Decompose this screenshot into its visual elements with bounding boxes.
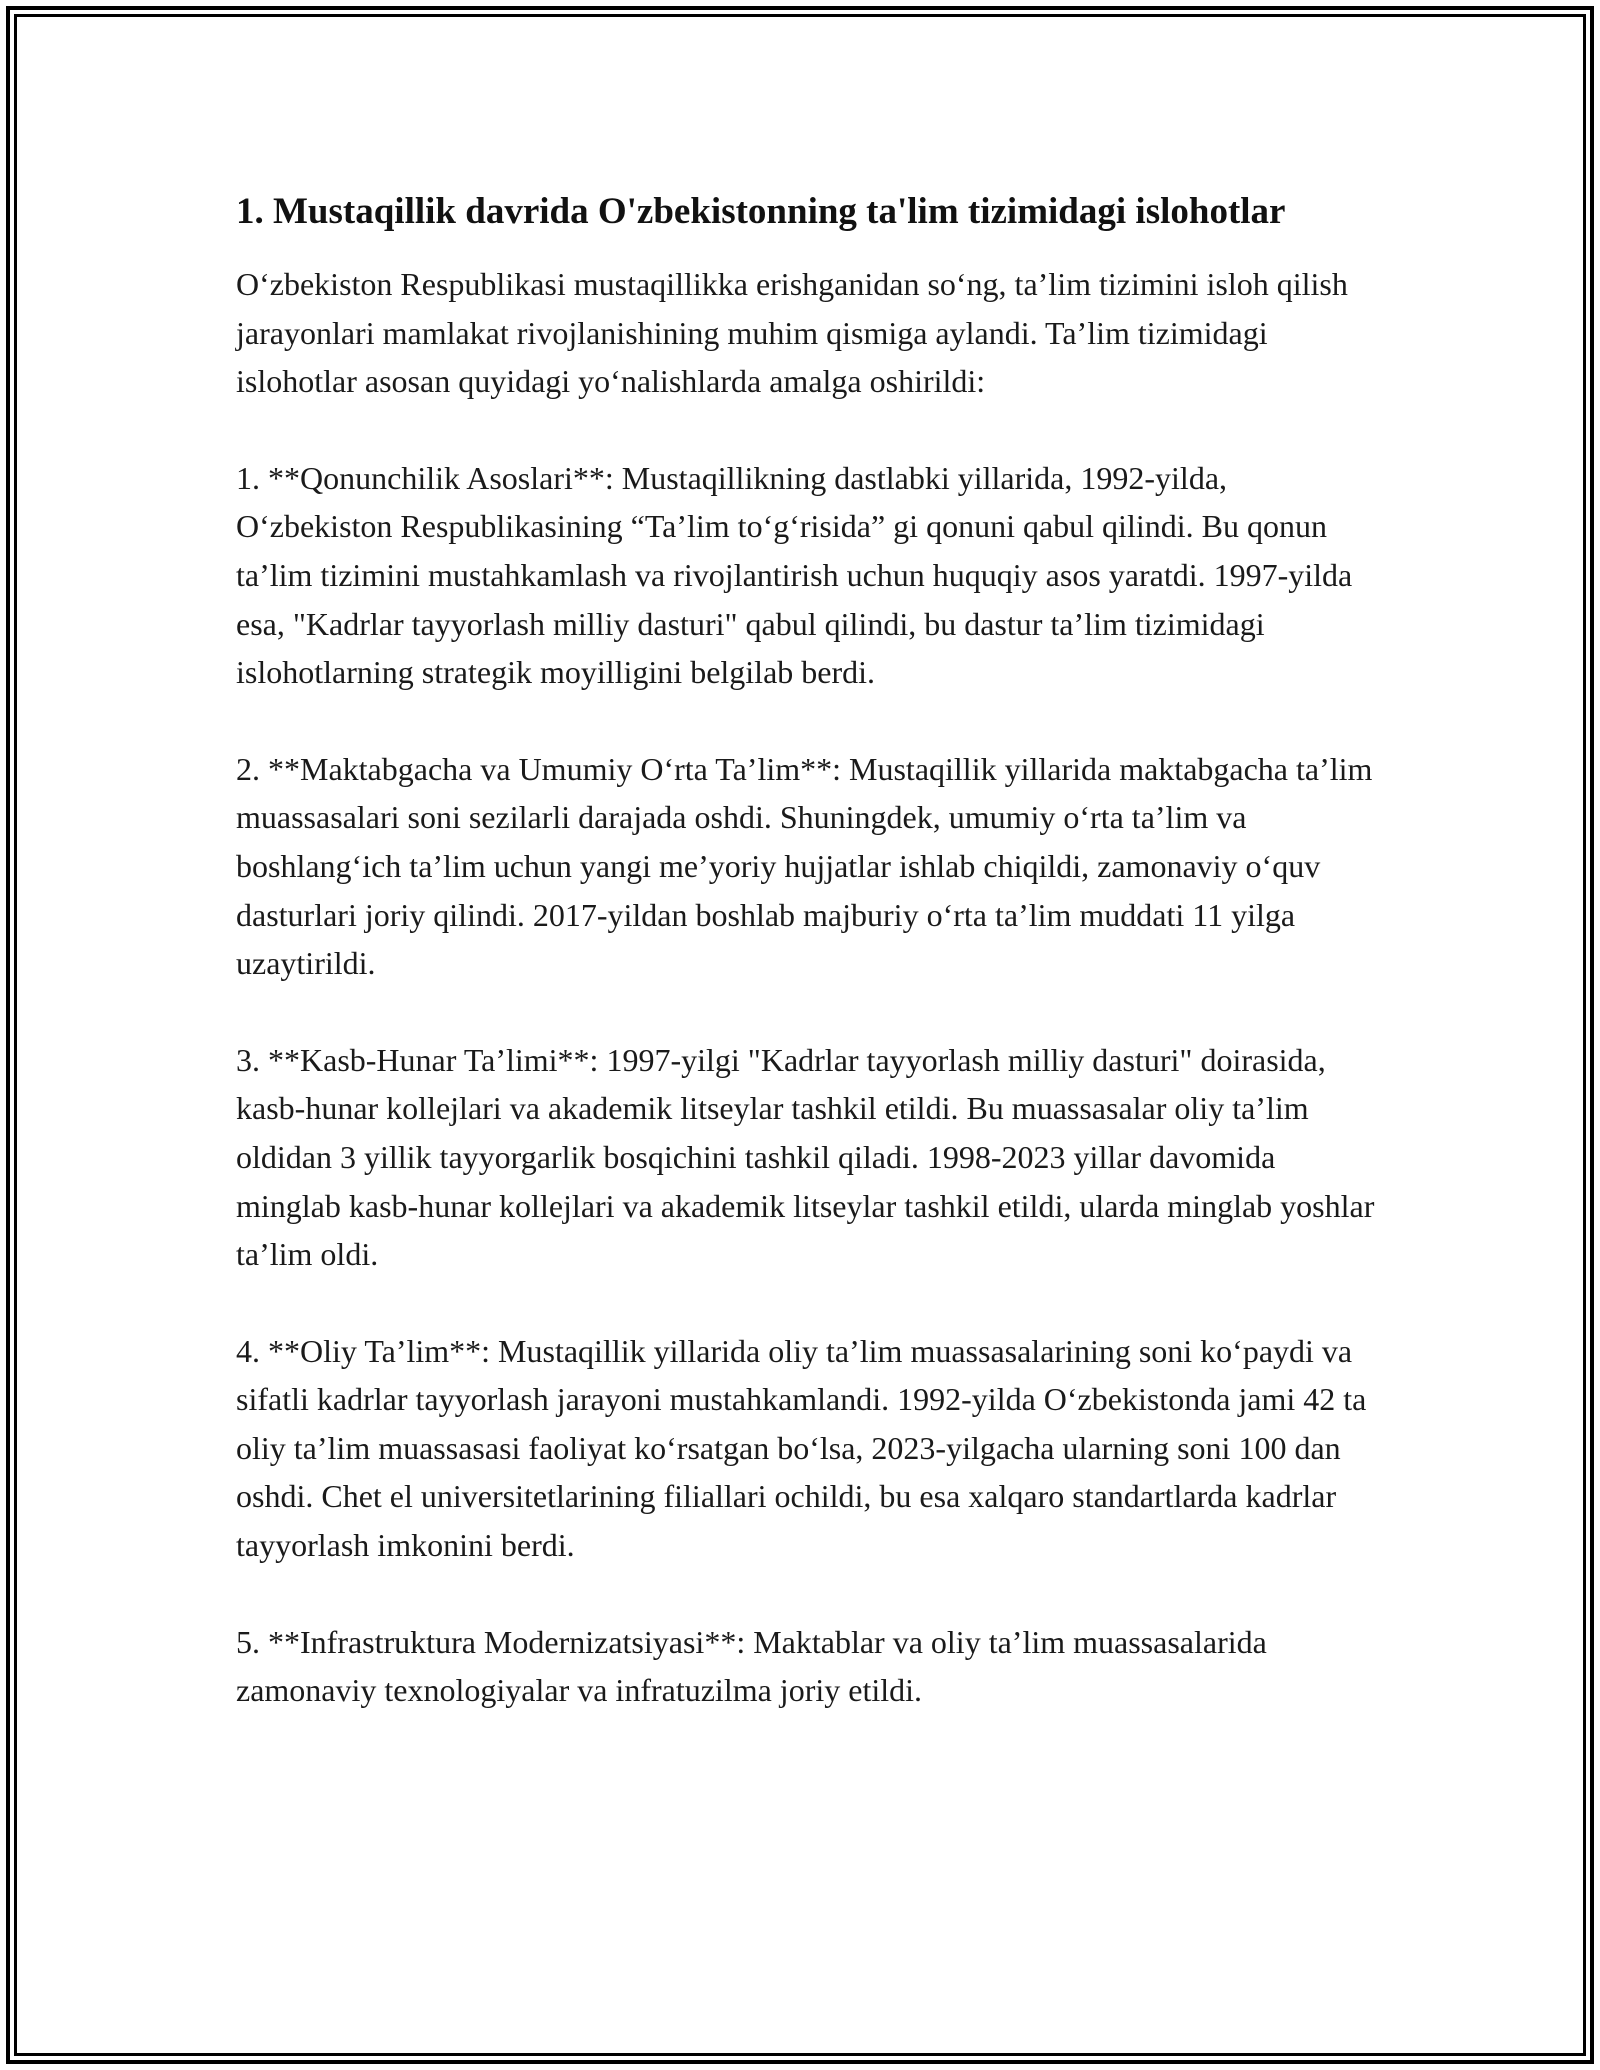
section-preschool-secondary: 2. **Maktabgacha va Umumiy O‘rta Ta’lim**: Mustaqillik yillarida maktabgacha ta’lim muassasalari soni sezilarli darajada oshdi. Shuningdek, umumiy o‘rta ta’lim va boshlang‘ich ta’lim uchun yangi me’yoriy hujjatlar ishlab chiqildi, zamonaviy o‘quv dasturlari joriy qilindi. 2017-yildan boshlab majburiy o‘rta ta’lim muddati 11 yilga uzaytirildi. — [236, 750, 1373, 982]
section-vocational: 3. **Kasb-Hunar Ta’limi**: 1997-yilgi "Kadrlar tayyorlash milliy dasturi" doirasida, kasb-hunar kollejlari va akademik litseylar tashkil etildi. Bu muassasalar oliy ta’lim oldidan 3 yillik tayyorgarlik bosqichini tashkil qiladi. 1998-2023 yillar davomida minglab kasb-hunar kollejlari va akademik litseylar tashkil etildi, ularda minglab yoshlar ta’lim oldi. — [236, 1041, 1375, 1273]
section-legal-foundations: 1. **Qonunchilik Asoslari**: Mustaqillikning dastlabki yillarida, 1992-yilda, O‘zbekiston Respublikasining “Ta’lim to‘g‘risida” gi qonuni qabul qilindi. Bu qonun ta’lim tizimini mustahkamlash va rivojlantirish uchun huquqiy asos yaratdi. 1997-yilda esa, "Kadrlar tayyorlash milliy dasturi" qabul qilindi, bu dastur ta’lim tizimidagi islohotlarning strategik moyilligini belgilab berdi. — [236, 459, 1353, 691]
section-infrastructure: 5. **Infrastruktura Modernizatsiyasi**: Maktablar va oliy ta’lim muassasalarida zamonaviy texnologiyalar va infratuzilma joriy etildi. — [236, 1623, 1267, 1709]
document-title: 1. Mustaqillik davrida O'zbekistonning ta'lim tizimidagi islohotlar — [236, 191, 1286, 232]
section-higher-education: 4. **Oliy Ta’lim**: Mustaqillik yillarida oliy ta’lim muassasalarining soni ko‘paydi va sifatli kadrlar tayyorlash jarayoni mustahkamlandi. 1992-yilda O‘zbekistonda jami 42 ta oliy ta’lim muassasasi faoliyat ko‘rsatgan bo‘lsa, 2023-yilgacha ularning soni 100 dan oshdi. Chet el universitetlarining filiallari ochildi, bu esa xalqaro standartlarda kadrlar tayyorlash imkonini berdi. — [236, 1332, 1367, 1564]
document-body — [236, 184, 1386, 1715]
intro-paragraph: O‘zbekiston Respublikasi mustaqillikka erishganidan so‘ng, ta’lim tizimini isloh qilish jarayonlari mamlakat rivojlanishining muhim qismiga aylandi. Ta’lim tizimidagi islohotlar asosan quyidagi yo‘nalishlarda amalga oshirildi: — [236, 266, 1348, 400]
